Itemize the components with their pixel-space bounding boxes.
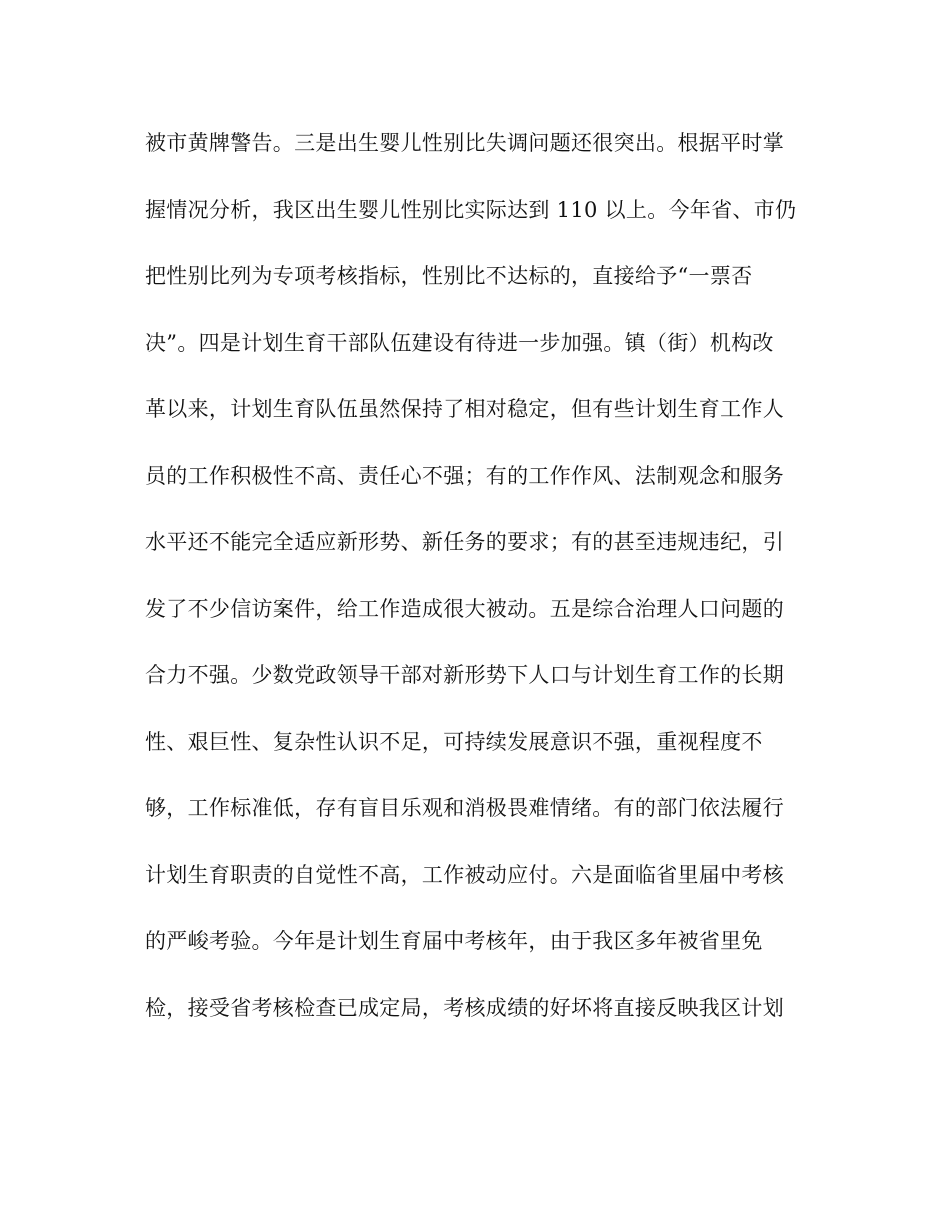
text-line: 够，工作标准低，存有盲目乐观和消极畏难情绪。有的部门依法履行 (145, 796, 784, 820)
text-line: 员的工作积极性不高、责任心不强；有的工作作风、法制观念和服务 (145, 463, 784, 488)
text-line: 发了不少信访案件，给工作造成很大被动。五是综合治理人口问题的 (145, 596, 784, 621)
text-line: 革以来，计划生育队伍虽然保持了相对稳定，但有些计划生育工作人 (145, 397, 784, 421)
text-line: 握情况分析，我区出生婴儿性别比实际达到 110 以上。今年省、市仍 (145, 197, 797, 222)
text-line: 决”。四是计划生育干部队伍建设有待进一步加强。镇（街）机构改 (145, 330, 774, 355)
text-line: 把性别比列为专项考核指标，性别比不达标的，直接给予“一票否 (145, 264, 753, 288)
text-line: 合力不强。少数党政领导干部对新形势下人口与计划生育工作的长期 (145, 663, 784, 687)
text-line: 的严峻考验。今年是计划生育届中考核年，由于我区多年被省里免 (145, 929, 763, 953)
text-line: 性、艰巨性、复杂性认识不足，可持续发展意识不强，重视程度不 (145, 729, 763, 754)
text-line: 计划生育职责的自觉性不高，工作被动应付。六是面临省里届中考核 (145, 862, 784, 887)
text-line: 检，接受省考核检查已成定局，考核成绩的好坏将直接反映我区计划 (145, 995, 784, 1020)
body-text (145, 124, 805, 1055)
text-line: 被市黄牌警告。三是出生婴儿性别比失调问题还很突出。根据平时掌 (145, 131, 784, 155)
text-line: 水平还不能完全适应新形势、新任务的要求；有的甚至违规违纪，引 (145, 530, 784, 554)
